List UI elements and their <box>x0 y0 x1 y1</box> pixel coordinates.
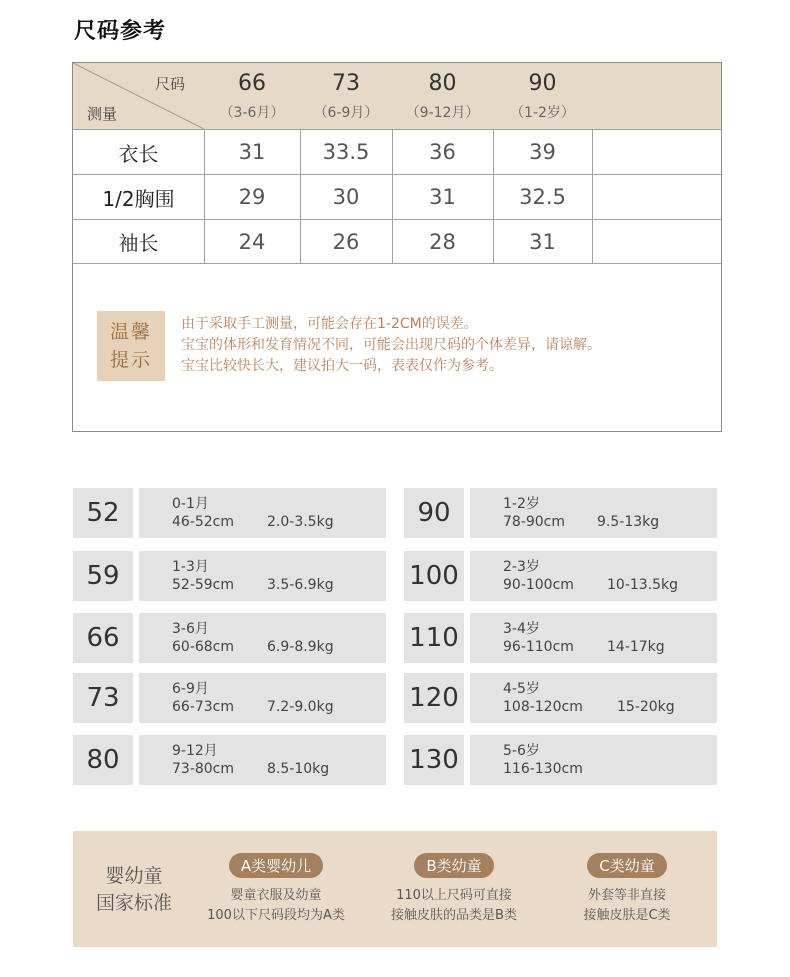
card-height: 96-110cm <box>503 639 574 655</box>
card-weight: 6.9-8.9kg <box>267 639 334 655</box>
table-cell: 36 <box>429 140 456 164</box>
table-cell: 24 <box>238 229 266 254</box>
table-cell: 33.5 <box>322 140 370 164</box>
corner-size-label: 尺码 <box>155 75 186 93</box>
table-cell: 39 <box>529 140 556 164</box>
card-height: 90-100cm <box>503 577 574 593</box>
tip-line: 由于采取手工测量，可能会存在1-2CM的误差。 <box>181 316 478 332</box>
card-age: 4-5岁 <box>503 681 540 697</box>
card-age: 1-3月 <box>172 559 209 575</box>
row-label: 袖长 <box>118 231 159 255</box>
size-card-number: 90 <box>404 488 464 538</box>
table-row <box>73 219 721 264</box>
card-weight: 10-13.5kg <box>607 577 679 593</box>
tip-line: 宝宝比较快长大，建议拍大一码，表表仅作为参考。 <box>181 358 503 374</box>
table-cell: 29 <box>238 185 266 209</box>
standard-title: 婴幼童 国家标准 <box>95 865 172 914</box>
header-size-80: 80 （9-12月） <box>405 70 480 121</box>
size-card-info <box>470 673 717 723</box>
size-card-info <box>139 488 386 538</box>
table-cell: 31 <box>529 229 556 254</box>
class-c <box>542 853 712 926</box>
size-card-number: 100 <box>404 551 464 601</box>
class-a-pill: A类婴幼儿 <box>229 853 323 878</box>
card-age: 2-3岁 <box>503 559 540 575</box>
table-cell: 32.5 <box>519 185 566 209</box>
header-size-66: 66 （3-6月） <box>219 70 285 121</box>
class-c-pill: C类幼童 <box>587 853 666 878</box>
card-height: 73-80cm <box>172 761 235 777</box>
table-cell: 26 <box>332 229 360 254</box>
class-b-desc: 110以上尺码可直接 接触皮肤的品类是B类 <box>391 888 517 923</box>
card-age: 5-6岁 <box>503 743 540 759</box>
card-weight: 2.0-3.5kg <box>267 514 334 530</box>
size-card-number: 110 <box>404 613 464 663</box>
size-card-number: 66 <box>73 613 133 663</box>
tip-text <box>181 314 601 377</box>
class-a-desc: 婴童衣服及幼童 100以下尺码段均为A类 <box>207 888 345 923</box>
card-weight: 14-17kg <box>607 639 665 655</box>
card-height: 46-52cm <box>172 514 235 530</box>
row-label: 衣长 <box>118 141 159 166</box>
header-size-90: 90 （1-2岁） <box>510 70 575 121</box>
card-height: 108-120cm <box>503 699 583 715</box>
table-cell: 31 <box>429 185 456 209</box>
class-b <box>369 853 539 926</box>
header-size-73: 73 （6-9月） <box>313 70 379 121</box>
size-card-info <box>139 551 386 601</box>
card-weight: 3.5-6.9kg <box>267 577 334 593</box>
size-card-number: 80 <box>73 735 133 785</box>
size-card-number: 52 <box>73 488 133 538</box>
card-height: 116-130cm <box>503 761 583 777</box>
size-card-number: 130 <box>404 735 464 785</box>
size-card-info <box>139 735 386 785</box>
tip-badge: 温馨 提示 <box>97 311 165 381</box>
national-standard-box <box>73 831 717 947</box>
card-age: 3-6月 <box>172 621 209 637</box>
table-cell: 31 <box>238 140 266 164</box>
tip-line: 宝宝的体形和发育情况不同，可能会出现尺码的个体差异，请谅解。 <box>181 337 601 353</box>
table-cell: 28 <box>429 229 456 254</box>
card-weight: 9.5-13kg <box>597 514 660 530</box>
size-card-info <box>139 613 386 663</box>
class-c-desc: 外套等非直接 接触皮肤是C类 <box>583 888 671 923</box>
size-table <box>72 62 722 432</box>
card-weight: 15-20kg <box>617 699 675 715</box>
table-row <box>73 174 721 219</box>
size-card-info <box>470 551 717 601</box>
card-age: 6-9月 <box>172 681 209 697</box>
size-card-info <box>470 613 717 663</box>
card-height: 60-68cm <box>172 639 235 655</box>
class-b-pill: B类幼童 <box>414 853 493 878</box>
card-height: 52-59cm <box>172 577 235 593</box>
page-title: 尺码参考 <box>74 19 167 44</box>
card-height: 66-73cm <box>172 699 235 715</box>
size-card-number: 73 <box>73 673 133 723</box>
table-cell: 30 <box>332 185 360 209</box>
card-height: 78-90cm <box>503 514 566 530</box>
card-weight: 8.5-10kg <box>267 761 330 777</box>
row-label: 1/2胸围 <box>102 186 175 211</box>
card-weight: 7.2-9.0kg <box>267 699 334 715</box>
card-age: 1-2岁 <box>503 496 540 512</box>
table-row <box>73 129 721 174</box>
card-age: 9-12月 <box>172 743 218 759</box>
table-header <box>73 63 721 129</box>
size-card-number: 59 <box>73 551 133 601</box>
card-age: 3-4岁 <box>503 621 540 637</box>
card-age: 0-1月 <box>172 496 209 512</box>
size-card-number: 120 <box>404 673 464 723</box>
size-card-info <box>139 673 386 723</box>
corner-measure-label: 测量 <box>87 105 118 123</box>
class-a <box>191 853 361 926</box>
size-card-info <box>470 735 717 785</box>
size-card-info <box>470 488 717 538</box>
